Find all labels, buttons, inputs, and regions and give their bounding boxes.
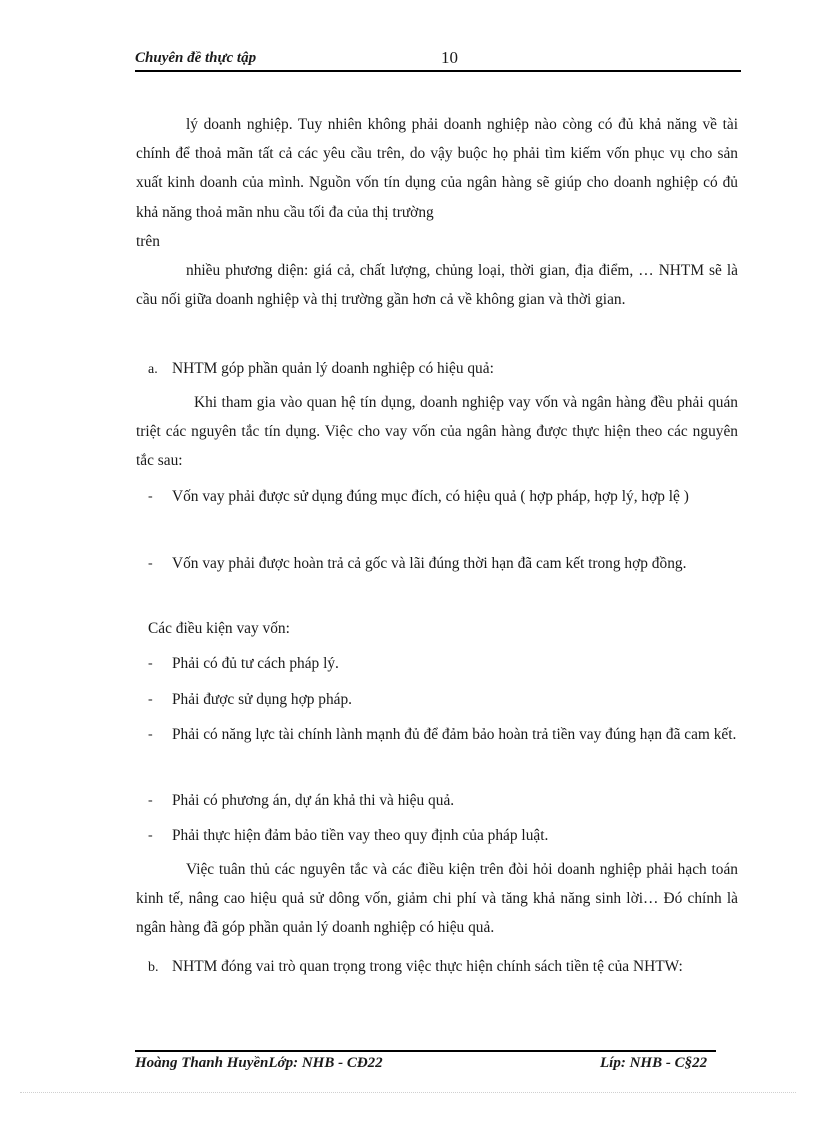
list-item: Vốn vay phải được hoàn trả cả gốc và lãi đúng thời hạn đã cam kết trong hợp đồng. — [172, 555, 687, 572]
list-item: Phải có năng lực tài chính lành mạnh đủ để đảm bảo hoàn trả tiền vay đúng hạn đã cam kết. — [172, 726, 737, 743]
conditions-heading: Các điều kiện vay vốn: — [148, 620, 290, 637]
bullet-dash: - — [148, 556, 153, 571]
list-item: Phải có đủ tư cách pháp lý. — [172, 655, 339, 672]
paragraph-1: lý doanh nghiệp. Tuy nhiên không phải doanh nghiệp nào còng có đủ khả năng về tài chính để thoả mãn tất cả các yêu cầu trên, do vậy buộc họ phải tìm kiếm vốn phục vụ cho sản xuất kinh doanh của mình. Nguồn vốn tín dụng của ngân hàng sẽ giúp cho doanh nghiệp có đủ khả năng thoả mãn nhu cầu tối đa của thị trường — [136, 116, 738, 221]
section-b-heading: NHTM đóng vai trò quan trọng trong việc thực hiện chính sách tiền tệ của NHTW: — [172, 958, 683, 975]
bullet-dash: - — [148, 727, 153, 742]
bullet-dash: - — [148, 828, 153, 843]
paragraph-3: Khi tham gia vào quan hệ tín dụng, doanh nghiệp vay vốn và ngân hàng đều phải quán triệt các nguyên tắc tín dụng. Việc cho vay vốn của ngân hàng được thực hiện theo các nguyên tắc sau: — [136, 394, 738, 470]
list-item: Phải thực hiện đảm bảo tiền vay theo quy định của pháp luật. — [172, 827, 549, 844]
paragraph-2: nhiều phương diện: giá cả, chất lượng, chủng loại, thời gian, địa điểm, … NHTM sẽ là cầu nối giữa doanh nghiệp và thị trường gần hơn cả về không gian và thời gian. — [136, 262, 738, 309]
section-b-marker: b. — [148, 960, 159, 975]
paragraph-1-end: trên — [136, 233, 160, 250]
bullet-dash: - — [148, 793, 153, 808]
list-item: Phải có phương án, dự án khả thi và hiệu quả. — [172, 792, 455, 809]
page-edge-dotted-line — [20, 1092, 796, 1093]
header-title: Chuyên đề thực tập — [135, 50, 257, 66]
page-number: 10 — [441, 48, 458, 67]
section-a-heading: NHTM góp phần quản lý doanh nghiệp có hiệu quả: — [172, 360, 494, 377]
footer-rule — [135, 1050, 716, 1052]
page-header — [135, 48, 741, 72]
footer-class: Líp: NHB - C§22 — [600, 1055, 708, 1071]
list-item: Vốn vay phải được sử dụng đúng mục đích, có hiệu quả ( hợp pháp, hợp lý, hợp lệ ) — [172, 488, 689, 505]
paragraph-4: Việc tuân thủ các nguyên tắc và các điều kiện trên đòi hỏi doanh nghiệp phải hạch toán kinh tế, nâng cao hiệu quả sử dông vốn, giảm chi phí và tăng khả năng sinh lời… Đó chính là ngân hàng đã góp phần quản lý doanh nghiệp có hiệu quả. — [136, 861, 738, 937]
bullet-dash: - — [148, 692, 153, 707]
section-a-marker: a. — [148, 362, 158, 377]
list-item: Phải được sử dụng hợp pháp. — [172, 691, 353, 708]
footer-author: Hoàng Thanh HuyềnLớp: NHB - CĐ22 — [135, 1055, 383, 1071]
bullet-dash: - — [148, 489, 153, 504]
bullet-dash: - — [148, 656, 153, 671]
